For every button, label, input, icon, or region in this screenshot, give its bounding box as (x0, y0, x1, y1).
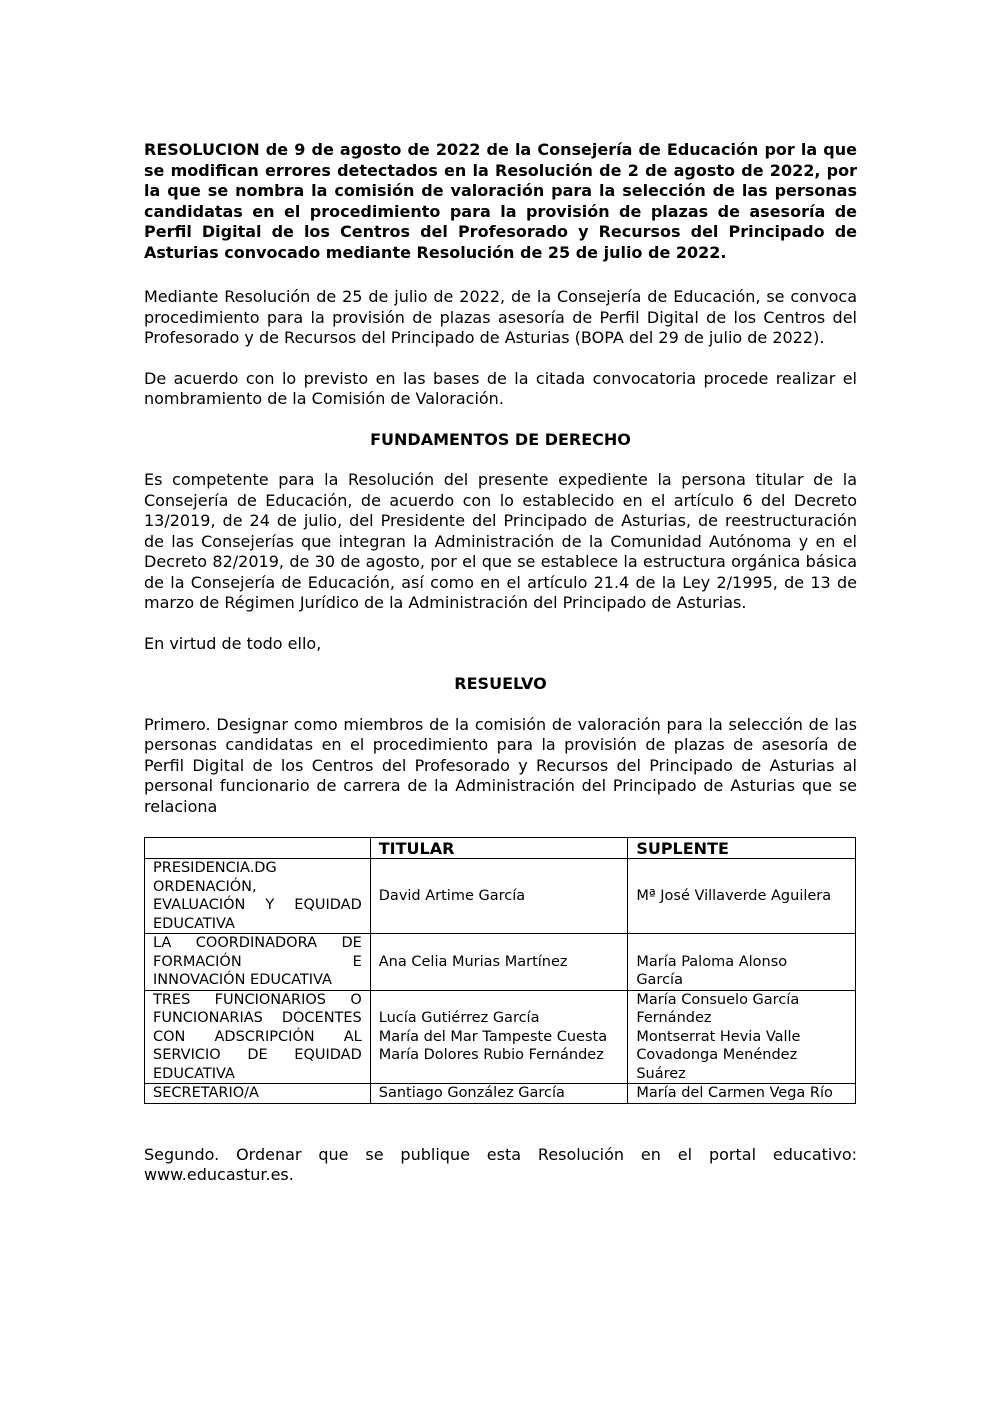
suplente-cell (628, 859, 856, 934)
suplente-name: María Paloma Alonso (636, 953, 788, 970)
titular-name: Santiago González García (378, 1085, 565, 1101)
role-cell (145, 990, 371, 1084)
suplente-name: Montserrat Hevia Valle (636, 1028, 801, 1045)
resuelvo-heading: RESUELVO (454, 674, 547, 693)
table-header-row (145, 838, 856, 859)
role-cell (145, 859, 371, 934)
role-line: SERVICIO DE EQUIDAD (153, 1047, 362, 1063)
role-line: SECRETARIO/A (153, 1085, 259, 1101)
role-line: CON ADSCRIPCIÓN AL (153, 1028, 362, 1045)
suplente-name: María Consuelo García (636, 991, 800, 1008)
titular-cell (370, 859, 628, 934)
role-line: FORMACIÓN E (153, 953, 362, 970)
role-line: EDUCATIVA (153, 915, 235, 932)
role-line: LA COORDINADORA DE (153, 935, 362, 951)
titular-name: Lucía Gutiérrez García (378, 1010, 540, 1026)
role-line: EDUCATIVA (153, 1065, 235, 1082)
titular-cell (370, 934, 628, 991)
suplente-name: Covadonga Menéndez (636, 1047, 798, 1063)
resolution-title: RESOLUCION de 9 de agosto de 2022 de la Consejería de Educación por la que se modifican errores detectados en la Resolución de 2 de agosto de 2022, por la que se nombra la comisión de valoración para la selección de las personas candidatas en el procedimiento para la provisión de plazas de asesoría de Perfil Digital de los Centros del Profesorado y Recursos del Principado de Asturias convocado mediante Resolución de 25 de julio de 2022. (144, 140, 857, 262)
intro-paragraph: Mediante Resolución de 25 de julio de 2022, de la Consejería de Educación, se convoca procedimiento para la provisión de plazas asesoría de Perfil Digital de los Centros del Profesorado y de Recursos del Principado de Asturias (BOPA del 29 de julio de 2022). (144, 287, 857, 347)
titular-name: María del Mar Tampeste Cuesta (378, 1028, 608, 1045)
role-line: FUNCIONARIAS DOCENTES (153, 1010, 362, 1026)
titular-name: David Artime García (378, 887, 526, 904)
role-line: ORDENACIÓN, (153, 878, 257, 895)
suplente-cell (628, 990, 856, 1084)
suplente-cell (628, 1084, 856, 1104)
role-line: INNOVACIÓN EDUCATIVA (153, 972, 332, 988)
suplente-name: Suárez (636, 1065, 686, 1082)
role-line: EVALUACIÓN Y EQUIDAD (153, 897, 362, 913)
table-row (145, 859, 856, 934)
document-page (144, 140, 857, 1186)
table-header-titular: TITULAR (370, 838, 628, 859)
role-line: PRESIDENCIA.DG (153, 860, 277, 876)
role-cell (145, 1084, 371, 1104)
role-cell (145, 934, 371, 991)
titular-name: Ana Celia Murias Martínez (378, 953, 568, 970)
table-row (145, 990, 856, 1084)
suplente-name: Fernández (636, 1010, 712, 1026)
table-row (145, 1084, 856, 1104)
suplente-cell (628, 934, 856, 991)
suplente-name: Mª José Villaverde Aguilera (636, 887, 832, 904)
segundo-paragraph: Segundo. Ordenar que se publique esta Resolución en el portal educativo: www.educastur.es. (144, 1144, 857, 1184)
table-row (145, 934, 856, 991)
suplente-name: María del Carmen Vega Río (636, 1085, 833, 1101)
titular-cell (370, 990, 628, 1084)
virtue-paragraph: En virtud de todo ello, (144, 633, 322, 653)
table-header-suplente: SUPLENTE (628, 838, 856, 859)
role-line: TRES FUNCIONARIOS O (153, 991, 362, 1008)
agreement-paragraph: De acuerdo con lo previsto en las bases de la citada convocatoria procede realizar el nombramiento de la Comisión de Valoración. (144, 368, 857, 408)
titular-cell (370, 1084, 628, 1104)
competence-paragraph: Es competente para la Resolución del presente expediente la persona titular de la Consejería de Educación, de acuerdo con lo establecido en el artículo 6 del Decreto 13/2019, de 24 de julio, del Presidente del Principado de Asturias, de reestructuración de las Consejerías que integran la Administración de la Comunidad Autónoma y en el Decreto 82/2019, de 30 de agosto, por el que se establece la estructura orgánica básica de la Consejería de Educación, así como en el artículo 21.4 de la Ley 2/1995, de 13 de marzo de Régimen Jurídico de la Administración del Principado de Asturias. (144, 470, 857, 612)
commission-table (144, 837, 856, 1104)
table-header-role (145, 838, 371, 859)
fundamentos-heading: FUNDAMENTOS DE DERECHO (370, 429, 631, 449)
primero-paragraph: Primero. Designar como miembros de la comisión de valoración para la selección de las personas candidatas en el procedimiento para la provisión de plazas de asesoría de Perfil Digital de los Centros del Profesorado y Recursos del Principado de Asturias al personal funcionario de carrera de la Administración del Principado de Asturias que se relaciona (144, 714, 857, 816)
titular-name: María Dolores Rubio Fernández (378, 1047, 604, 1063)
suplente-name: García (636, 972, 683, 988)
